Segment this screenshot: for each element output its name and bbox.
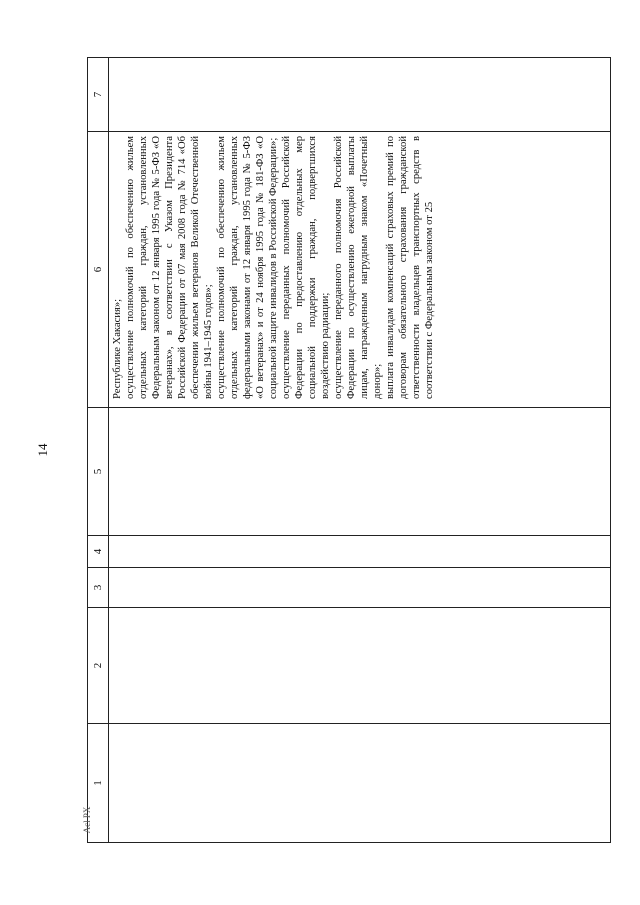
- cell-col-6-text: [109, 132, 611, 408]
- cell-col-5: [109, 408, 611, 536]
- cell-col-4: [109, 536, 611, 568]
- cell-col-3: [109, 568, 611, 608]
- column-header-7: 7: [88, 58, 109, 132]
- table-header-row: [88, 58, 109, 843]
- paragraph: осуществление полномочий по обеспечению жильем отдельных категорий граждан, установленных Федеральным законом от 12 января 1995 года № 5-ФЗ «О ветеранах», в соответствии с Указом Президента Российской Федерации от 07 мая 2008 года № 714 «Об обеспечении жильем ветеранов Великой Отечественной войны 1941–1945 годов»;: [125, 136, 214, 399]
- column-header-1: 1: [88, 724, 109, 843]
- cell-col-2: [109, 608, 611, 724]
- paragraph: выплата инвалидам компенсаций страховых премий по договорам обязательного страхования гражданской ответственности владельцев транспортных средств в соответствии с Федеральным законом от 25: [385, 136, 435, 399]
- column-header-6: 6: [88, 132, 109, 408]
- cell-col-7: [109, 58, 611, 132]
- paragraph: осуществление переданных полномочий Российской Федерации по предоставлению отдельных мер социальной поддержки граждан, подвергшихся воздействию радиации;: [281, 136, 331, 399]
- paragraph: осуществление полномочий по обеспечению жильем отдельных категорий граждан, установленных федеральными законами от 12 января 1995 года № 5-ФЗ «О ветеранах» и от 24 ноября 1995 года № 181-ФЗ «О социальной защите инвалидов в Российской Федерации»;: [216, 136, 279, 399]
- column-header-2: 2: [88, 608, 109, 724]
- document-table-area: [87, 58, 611, 843]
- document-table: [87, 57, 611, 843]
- column-header-5: 5: [88, 408, 109, 536]
- cell-col-1: [109, 724, 611, 843]
- column-header-4: 4: [88, 536, 109, 568]
- table-row: [109, 58, 611, 843]
- column-header-3: 3: [88, 568, 109, 608]
- paragraph: осуществление переданного полномочия Российской Федерации по осуществлению ежегодной выплаты лицам, награжденным нагрудным знаком «Почетный донор»;: [333, 136, 383, 399]
- paragraph: Республике Хакасия»;: [112, 298, 123, 399]
- footer-mark: Acl PX: [82, 806, 92, 834]
- page-number: 14: [35, 443, 50, 457]
